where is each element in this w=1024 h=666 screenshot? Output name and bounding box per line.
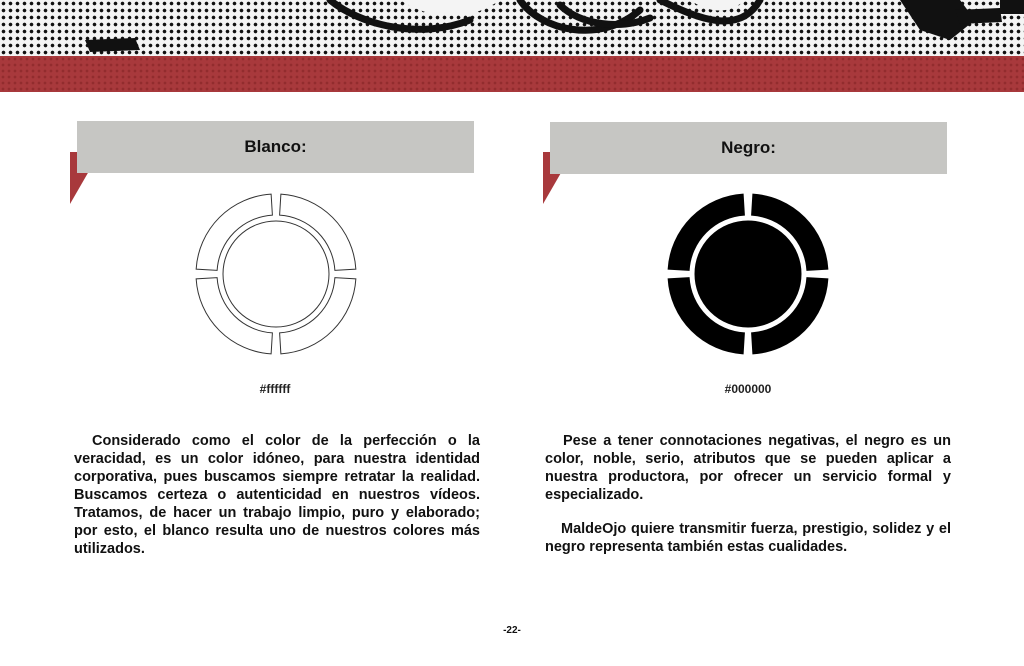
panel-title: Negro: [721, 138, 776, 157]
inner-disc [695, 221, 801, 327]
description-text-2: MaldeOjo quiere transmitir fuerza, prestigio, solidez y el negro representa también estas cualidades. [545, 521, 951, 555]
title-box-black [550, 122, 947, 174]
segmented-ring [668, 194, 828, 354]
page-number: -22- [503, 625, 521, 636]
panel-black [543, 0, 1013, 600]
inner-disc [223, 221, 329, 327]
panel-title: Blanco: [244, 137, 307, 156]
color-swatch-black [667, 193, 829, 355]
hex-code: #ffffff [259, 382, 291, 396]
description-text: Considerado como el color de la perfección o la veracidad, es un color idóneo, para nuestra identidad corporativa, pues buscamos siempre retratar la realidad. Buscamos certeza o autenticidad en nuestros vídeos. Tratamos, de hacer un trabajo limpio, puro y elaborado; por esto, el blanco resulta uno de nuestros colores más utilizados. [74, 433, 480, 557]
title-box-white [77, 121, 474, 173]
segmented-ring [196, 194, 356, 354]
color-swatch-white [195, 193, 357, 355]
hex-code: #000000 [724, 382, 772, 396]
description-text: Pese a tener connotaciones negativas, el negro es un color, noble, serio, atributos que se pueden aplicar a nuestra productora, por ofrecer un servicio formal y especializado. [545, 433, 951, 503]
panel-white [70, 0, 540, 600]
